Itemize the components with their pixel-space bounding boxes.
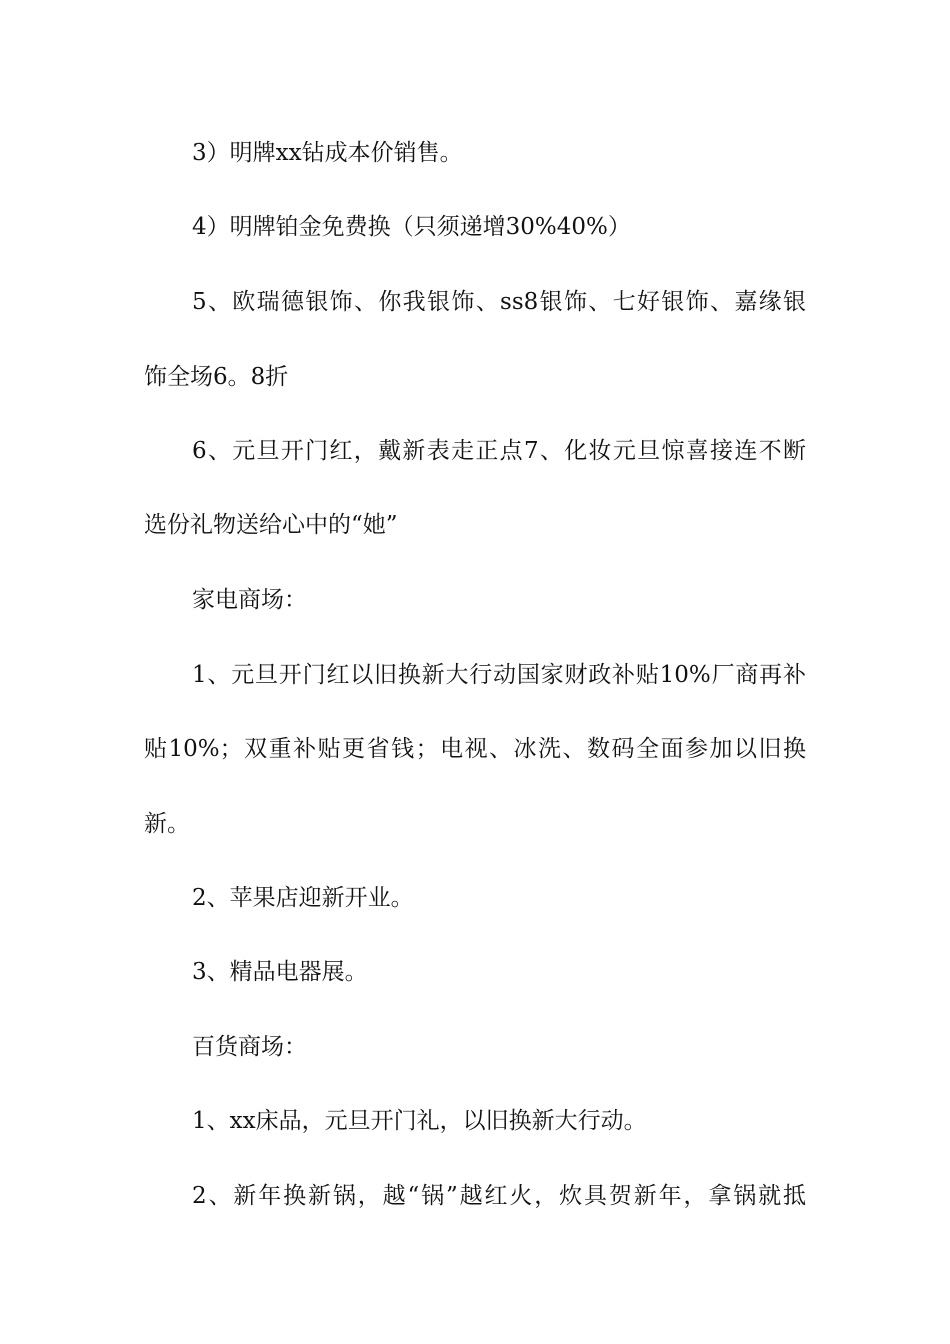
- paragraph-line: 3、精品电器展。: [192, 959, 368, 985]
- paragraph-line: 6、元旦开门红，戴新表走正点7、化妆元旦惊喜接连不断: [192, 438, 806, 464]
- paragraph-line: 1、xx床品，元旦开门礼，以旧换新大行动。: [192, 1108, 647, 1134]
- paragraph-line: 选份礼物送给心中的“她”: [144, 512, 398, 538]
- paragraph-line: 1、元旦开门红以旧换新大行动国家财政补贴10%厂商再补: [192, 662, 806, 688]
- section-heading: 百货商场：: [192, 1034, 307, 1060]
- paragraph-line: 新。: [144, 811, 190, 837]
- paragraph-line: 2、苹果店迎新开业。: [192, 885, 414, 911]
- paragraph-line: 4）明牌铂金免费换（只须递增30%40%）: [192, 214, 631, 240]
- paragraph-line: 贴10%；双重补贴更省钱；电视、冰洗、数码全面参加以旧换: [144, 736, 806, 762]
- paragraph-line: 5、欧瑞德银饰、你我银饰、ss8银饰、七好银饰、嘉缘银: [192, 289, 806, 315]
- paragraph-line: 2、新年换新锅，越“锅”越红火，炊具贺新年，拿锅就抵: [192, 1183, 806, 1209]
- paragraph-line: 3）明牌xx钻成本价销售。: [192, 140, 463, 166]
- section-heading: 家电商场：: [192, 587, 307, 613]
- paragraph-line: 饰全场6。8折: [144, 364, 289, 390]
